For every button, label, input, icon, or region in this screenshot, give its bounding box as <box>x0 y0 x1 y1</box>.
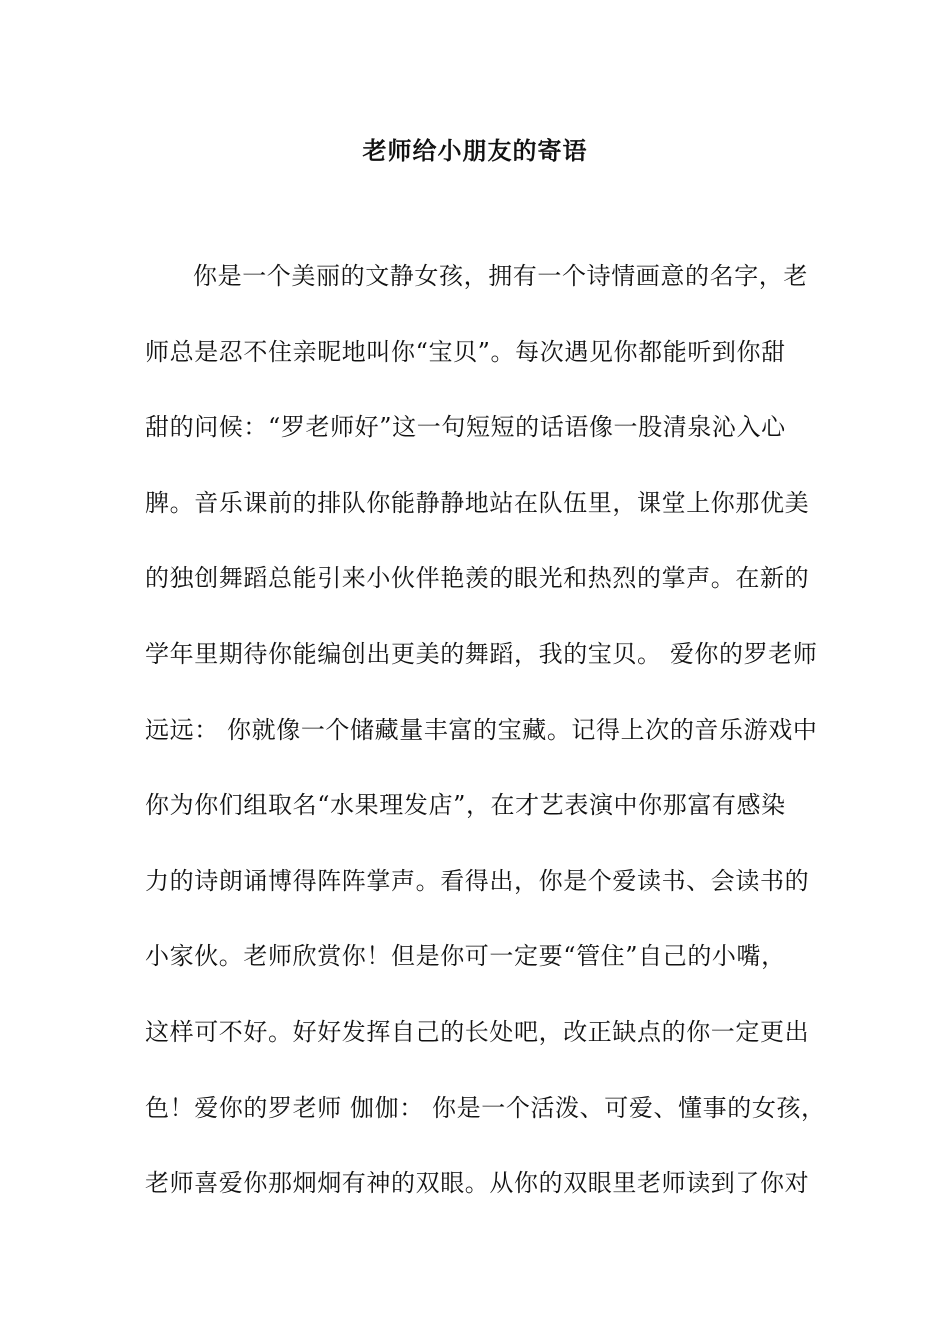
body-line: 你为你们组取名“水果理发店”，在才艺表演中你那富有感染 <box>145 791 786 820</box>
document-body <box>145 258 825 1241</box>
body-line: 远远： 你就像一个储藏量丰富的宝藏。记得上次的音乐游戏中 <box>145 715 818 744</box>
body-line: 老师喜爱你那炯炯有神的双眼。从你的双眼里老师读到了你对 <box>145 1169 810 1198</box>
body-line: 小家伙。老师欣赏你！但是你可一定要“管住”自己的小嘴， <box>145 942 786 971</box>
body-line: 师总是忍不住亲昵地叫你“宝贝”。每次遇见你都能听到你甜 <box>145 337 786 366</box>
body-line: 这样可不好。好好发挥自己的长处吧，改正缺点的你一定更出 <box>145 1017 810 1046</box>
body-line: 甜的问候：“罗老师好”这一句短短的话语像一股清泉沁入心 <box>145 413 786 442</box>
body-line: 的独创舞蹈总能引来小伙伴艳羡的眼光和热烈的掌声。在新的 <box>145 564 810 593</box>
document-title: 老师给小朋友的寄语 <box>362 136 588 165</box>
body-line: 色！爱你的罗老师 伽伽： 你是一个活泼、可爱、懂事的女孩， <box>145 1093 826 1122</box>
body-line: 脾。音乐课前的排队你能静静地站在队伍里，课堂上你那优美 <box>145 488 810 517</box>
body-line: 力的诗朗诵博得阵阵掌声。看得出，你是个爱读书、会读书的 <box>145 866 810 895</box>
body-line: 学年里期待你能编创出更美的舞蹈，我的宝贝。 爱你的罗老师 <box>145 639 818 668</box>
body-line: 你是一个美丽的文静女孩，拥有一个诗情画意的名字，老 <box>193 262 808 290</box>
